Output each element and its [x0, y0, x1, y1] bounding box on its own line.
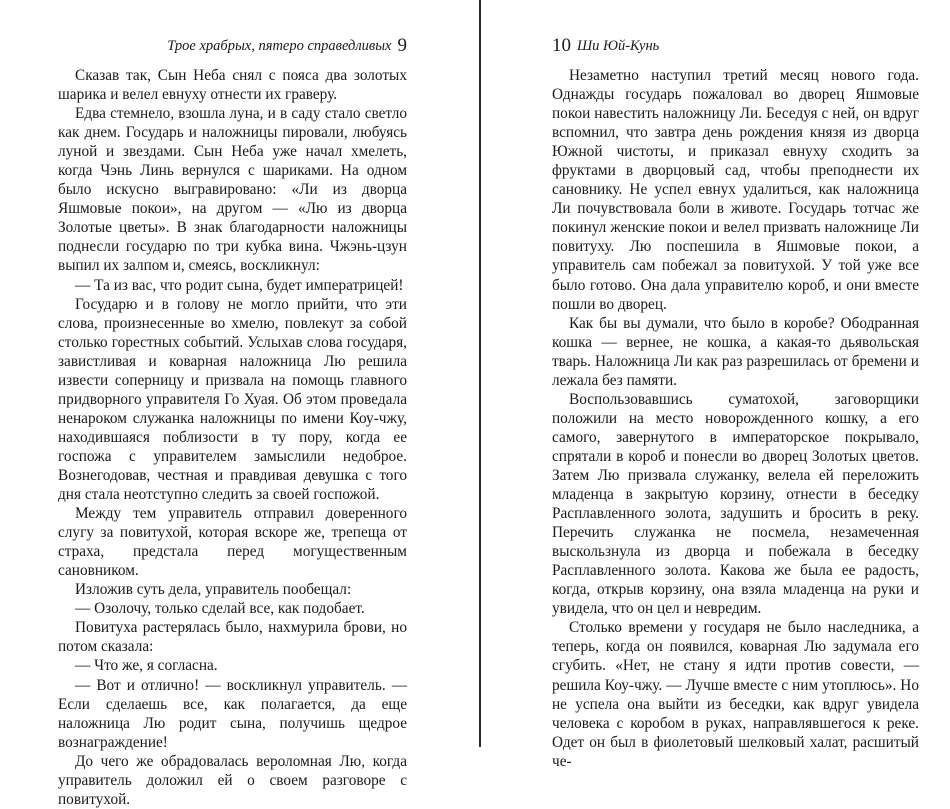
left-page: [58, 0, 407, 808]
right-page-body: [552, 66, 919, 771]
paragraph: Незаметно наступил третий месяц нового года. Однажды государь пожаловал во дворец Яшмовые покои навестить наложницу Ли. Беседуя с ней, он вдруг вспомнил, что завтра день рождения князя из дворца Южной чистоты, и приказал евнуху сходить за фруктами в дворцовый сад, чтобы преподнести их сановнику. Не успел евнух удалиться, как наложница Ли почувствовала боли в животе. Государь тотчас же покинул женские покои и велел призвать наложнице Ли повитуху. Лю поспешила в Яшмовые покои, а управитель сам побежал за повитухой. У той уже все было готово. Она дала управителю короб, и они вместе пошли во дворец.: [552, 67, 919, 313]
right-page-header: [552, 36, 659, 56]
paragraph: Едва стемнело, взошла луна, и в саду стало светло как днем. Государь и наложницы пировали, любуясь луной и звездами. Сын Неба уже начал хмелеть, когда Чэнь Линь вернулся с шариками. На одном было искусно выгравировано: «Ли из дворца Яшмовые покои», на другом — «Лю из дворца Золотые цветы». В знак благодарности наложницы поднесли государю по три кубка вина. Чжэнь-цзун выпил их залпом и, смеясь, воскликнул:: [58, 105, 407, 275]
paragraph: Сказав так, Сын Неба снял с пояса два золотых шарика и велел евнуху отнести их граверу.: [58, 67, 407, 104]
paragraph: Столько времени у государя не было наследника, а теперь, когда он появился, коварная Лю задумала его сгубить. «Нет, не стану я идти против совести, — решила Коу-чжу. — Лучше вместе с ним утоплюсь». Но не успела она выйти из беседки, как вдруг увидела человека с коробом в руках, направлявшегося к реке. Одет он был в фиолетовый шелковый халат, расшитый че-: [552, 619, 919, 770]
right-page: [552, 0, 919, 770]
paragraph: — Та из вас, что родит сына, будет императрицей!: [75, 276, 404, 294]
left-running-head: Трое храбрых, пятеро справедливых: [167, 38, 392, 54]
left-page-header: [167, 36, 407, 56]
left-page-body: [58, 66, 407, 809]
book-spine: [479, 0, 481, 747]
paragraph: — Вот и отлично! — воскликнул управитель. — Если сделаешь все, как полагается, да еще наложница Лю родит сына, получишь щедрое вознаграждение!: [58, 676, 407, 751]
right-running-head: Ши Юй-Кунь: [577, 38, 660, 54]
paragraph: — Озолочу, только сделай все, как подобает.: [75, 600, 365, 618]
paragraph: Изложив суть дела, управитель пообещал:: [75, 581, 352, 599]
left-page-number: 9: [397, 35, 407, 56]
paragraph: Государю и в голову не могло прийти, что эти слова, произнесенные во хмелю, повлекут за собой столько горестных событий. Услыхав слова государя, завистливая и коварная наложница Лю решила извести соперницу и призвала на помощь главного придворного управителя Го Хуая. Об этом проведала ненароком служанка наложницы по имени Коу-чжу, находившаяся поблизости в ту пору, когда ее госпожа с управителем замыслили недоброе. Вознегодовав, честная и правдивая девушка с того дня стала неотступно следить за своей госпожой.: [58, 295, 407, 504]
paragraph: Воспользовавшись суматохой, заговорщики положили на место новорожденного кошку, а его самого, завернутого в императорское покрывало, спрятали в короб и понесли во дворец Золотых цветов. Затем Лю призвала служанку, велела ей переложить младенца в закрытую корзину, отнести в беседку Расплавленного золота, задушить и бросить в реку. Перечить служанка не посмела, незамеченная выскользнула из дворца и побежала в беседку Расплавленного золота. Какова же была ее радость, когда, открыв корзину, она взяла младенца на руки и увидела, что он цел и невредим.: [552, 390, 919, 618]
paragraph: Как бы вы думали, что было в коробе? Ободранная кошка — вернее, не кошка, а какая-то дьявольская тварь. Наложница Ли как раз разрешилась от бремени и лежала без памяти.: [552, 314, 919, 389]
paragraph: Повитуха растерялась было, нахмурила брови, но потом сказала:: [58, 619, 407, 656]
paragraph: До чего же обрадовалась вероломная Лю, когда управитель доложил ей о своем разговоре с повитухой.: [58, 752, 407, 808]
paragraph: Между тем управитель отправил доверенного слугу за повитухой, которая вскоре же, трепеща от страха, предстала перед могущественным сановником.: [58, 505, 407, 580]
right-page-number: 10: [552, 35, 571, 56]
paragraph: — Что же, я согласна.: [75, 657, 218, 675]
